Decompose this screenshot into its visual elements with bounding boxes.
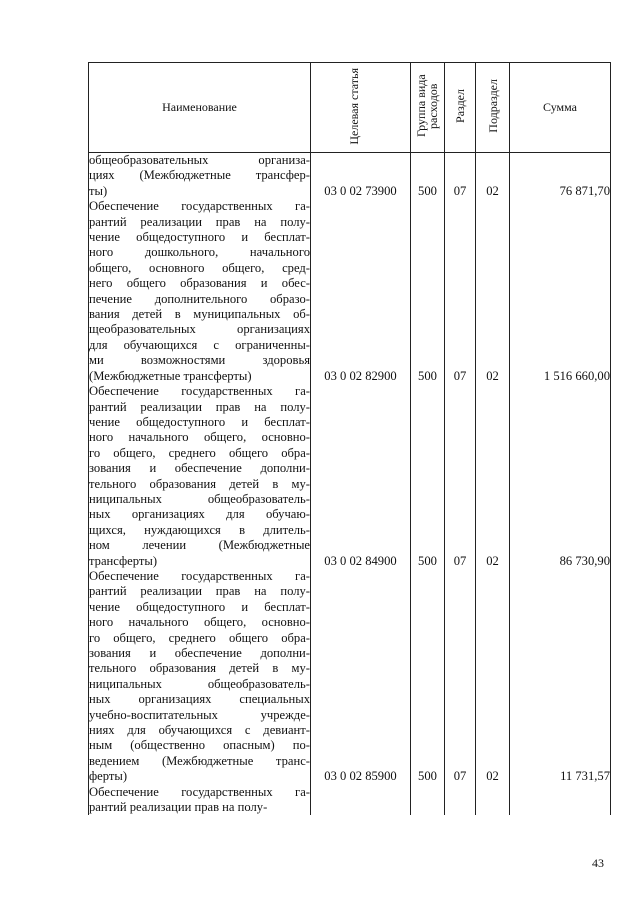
table-row — [89, 384, 611, 569]
name-text-line: рантий реализации прав на полу- — [89, 399, 310, 414]
name-text-line: чение общедоступного и бесплат- — [89, 599, 310, 614]
header-subsection: Подраздел — [476, 63, 510, 153]
page-number: 43 — [592, 856, 604, 870]
name-text-line: общего, основного общего, сред- — [89, 260, 310, 275]
row-name-cell — [89, 569, 311, 785]
name-text-line: ведением (Межбюджетные транс- — [89, 753, 310, 768]
name-text-line: рантий реализации прав на полу- — [89, 584, 310, 599]
row-section: 07 — [445, 384, 476, 569]
name-text-line: рантий реализации прав на полу- — [89, 800, 268, 815]
name-text-line: циях (Межбюджетные трансфер- — [89, 168, 310, 183]
name-text-line: ниях для обучающихся с девиант- — [89, 723, 310, 738]
table-body — [89, 153, 611, 816]
header-name: Наименование — [89, 63, 311, 153]
name-text-line: ных организациях специальных — [89, 692, 310, 707]
row-sum: 76 871,70 — [510, 153, 611, 200]
name-text-line: ниципальных общеобразователь- — [89, 491, 310, 506]
name-text-line: него общего образования и обес- — [89, 276, 310, 291]
row-section: 07 — [445, 569, 476, 785]
row-sum: 11 731,57 — [510, 569, 611, 785]
row-target-article: 03 0 02 82900 — [311, 199, 411, 384]
table-row — [89, 199, 611, 384]
name-text-line: го общего, среднего общего обра- — [89, 445, 310, 460]
row-section — [445, 785, 476, 816]
name-text-line: вания детей в муниципальных об- — [89, 307, 310, 322]
table-row — [89, 153, 611, 200]
name-text-line: ного начального общего, основно- — [89, 430, 310, 445]
row-target-article: 03 0 02 84900 — [311, 384, 411, 569]
row-sum — [510, 785, 611, 816]
name-text-line: тельного образования детей в му- — [89, 476, 310, 491]
row-name-cell — [89, 785, 311, 816]
header-expense-group: Группа вида расходов — [411, 63, 445, 153]
name-text-line: (Межбюджетные трансферты) — [89, 368, 252, 383]
name-text-line: Обеспечение государственных га- — [89, 568, 310, 583]
name-text-line: зования и обеспечение дополни- — [89, 461, 310, 476]
table-row — [89, 785, 611, 816]
name-text-line: ных организациях для обучаю- — [89, 507, 310, 522]
name-text-line: ного начального общего, основно- — [89, 615, 310, 630]
row-name-cell — [89, 199, 311, 384]
table-header-row — [89, 63, 611, 153]
name-text-line: щеобразовательных организациях — [89, 322, 310, 337]
name-text-line: ты) — [89, 183, 108, 198]
row-expense-group — [411, 785, 445, 816]
header-target-article: Целевая статья — [311, 63, 411, 153]
name-text-line: Обеспечение государственных га- — [89, 199, 310, 214]
name-text-line: го общего, среднего общего обра- — [89, 630, 310, 645]
name-text-line: для обучающихся с ограниченны- — [89, 337, 310, 352]
row-expense-group: 500 — [411, 569, 445, 785]
name-text-line: общеобразовательных организа- — [89, 153, 310, 167]
name-text-line: ми возможностями здоровья — [89, 353, 310, 368]
row-subsection: 02 — [476, 569, 510, 785]
row-expense-group: 500 — [411, 199, 445, 384]
header-section: Раздел — [445, 63, 476, 153]
row-subsection — [476, 785, 510, 816]
row-subsection: 02 — [476, 384, 510, 569]
header-sum: Сумма — [510, 63, 611, 153]
row-subsection: 02 — [476, 153, 510, 200]
name-text-line: печение дополнительного образо- — [89, 291, 310, 306]
name-text-line: щихся, нуждающихся в длитель- — [89, 522, 310, 537]
row-subsection: 02 — [476, 199, 510, 384]
row-sum: 86 730,90 — [510, 384, 611, 569]
row-target-article: 03 0 02 73900 — [311, 153, 411, 200]
name-text-line: Обеспечение государственных га- — [89, 784, 310, 799]
name-text-line: ного дошкольного, начального — [89, 245, 310, 260]
row-expense-group: 500 — [411, 153, 445, 200]
row-section: 07 — [445, 153, 476, 200]
name-text-line: чение общедоступного и бесплат- — [89, 414, 310, 429]
name-text-line: тельного образования детей в му- — [89, 661, 310, 676]
row-target-article: 03 0 02 85900 — [311, 569, 411, 785]
name-text-line: чение общедоступного и бесплат- — [89, 230, 310, 245]
name-text-line: трансферты) — [89, 553, 158, 568]
name-text-line: зования и обеспечение дополни- — [89, 646, 310, 660]
name-text-line: Обеспечение государственных га- — [89, 384, 310, 399]
name-text-line: ферты) — [89, 769, 128, 784]
name-text-line: ниципальных общеобразователь- — [89, 676, 310, 691]
row-target-article — [311, 785, 411, 816]
name-text-line: учебно-воспитательных учрежде- — [89, 707, 310, 722]
budget-table — [88, 62, 611, 815]
table-row — [89, 569, 611, 785]
name-text-line: ном лечении (Межбюджетные — [89, 538, 310, 553]
row-name-cell — [89, 153, 311, 200]
row-name-cell — [89, 384, 311, 569]
row-expense-group: 500 — [411, 384, 445, 569]
row-section: 07 — [445, 199, 476, 384]
row-sum: 1 516 660,00 — [510, 199, 611, 384]
name-text-line: ным (общественно опасным) по- — [89, 738, 310, 753]
name-text-line: рантий реализации прав на полу- — [89, 214, 310, 229]
